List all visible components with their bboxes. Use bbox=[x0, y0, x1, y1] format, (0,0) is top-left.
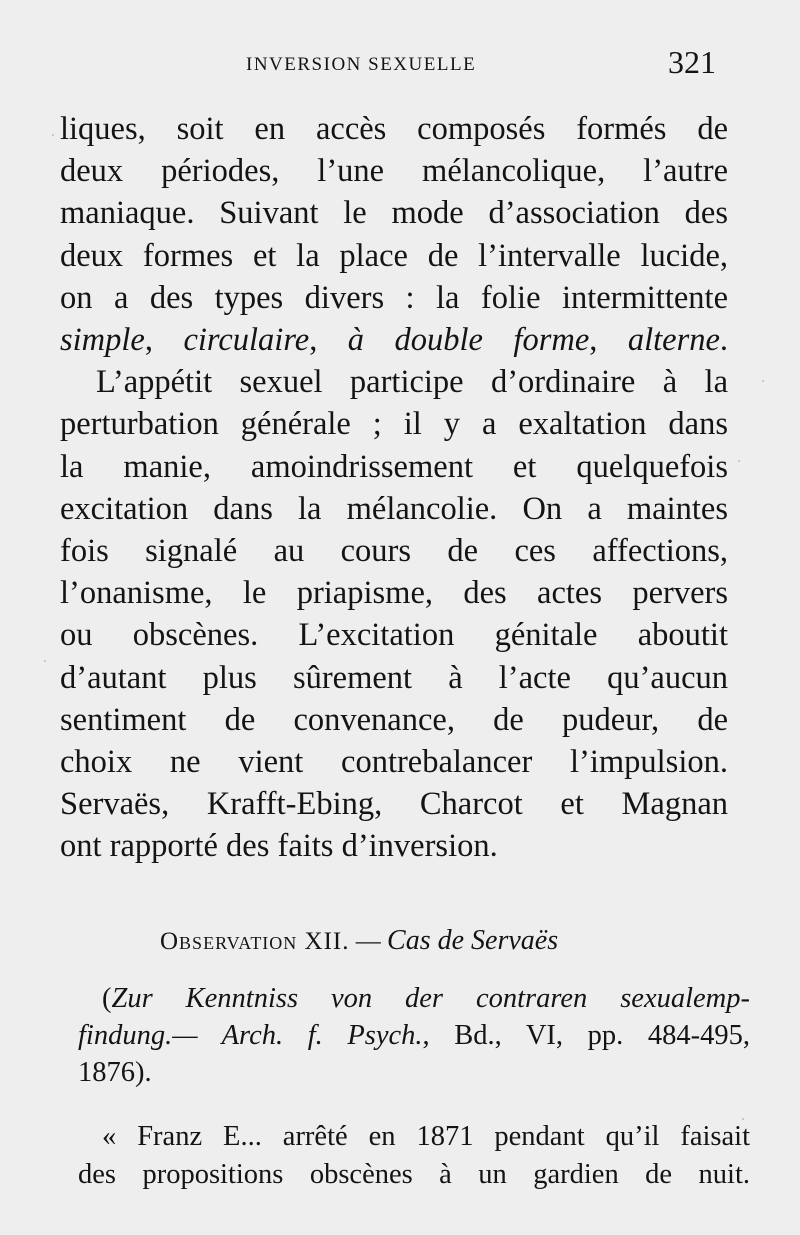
term-double-forme: à double forme bbox=[347, 322, 590, 359]
text-line: liques, soit en accès composés formés de bbox=[60, 111, 728, 147]
observation-quote bbox=[78, 1118, 750, 1194]
term-simple: simple bbox=[60, 322, 145, 359]
text-line: perturbation générale ; il y a exaltation dans bbox=[60, 406, 728, 443]
observation-dash: — bbox=[349, 928, 388, 955]
reference-year: 1876). bbox=[78, 1057, 152, 1088]
paragraph-appetit bbox=[60, 361, 728, 867]
paragraph-continued bbox=[60, 108, 728, 361]
term-alterne: alterne bbox=[627, 322, 720, 359]
paper-speck bbox=[44, 660, 46, 662]
period: . bbox=[719, 322, 729, 359]
running-title: INVERSION SEXUELLE bbox=[246, 54, 477, 75]
quote-line: des propositions obscènes à un gardien de nuit. bbox=[78, 1159, 750, 1190]
observation-heading bbox=[160, 925, 558, 957]
text-line: l’onanisme, le priapisme, des actes pervers bbox=[60, 575, 728, 612]
text-line: excitation dans la mélancolie. On a maintes bbox=[60, 490, 728, 527]
page-number: 321 bbox=[668, 44, 716, 80]
text-line: fois signalé au cours de ces affections, bbox=[60, 533, 728, 570]
text-line: Servaës, Krafft-Ebing, Charcot et Magnan bbox=[60, 786, 728, 823]
paper-speck bbox=[52, 134, 54, 136]
separator: , bbox=[589, 322, 628, 359]
paper-speck bbox=[762, 380, 764, 382]
term-circulaire: circulaire bbox=[183, 322, 310, 359]
reference-line bbox=[78, 1017, 750, 1054]
text-line-italic-types bbox=[60, 319, 728, 361]
separator: , bbox=[144, 322, 184, 359]
text-line: la manie, amoindrissement et quelquefois bbox=[60, 448, 728, 485]
text-line: ou obscènes. L’excitation génitale aboutit bbox=[60, 617, 728, 654]
running-head bbox=[0, 44, 800, 84]
reference-line bbox=[78, 980, 750, 1017]
quote-line: « Franz E... arrêté en 1871 pendant qu’il faisait bbox=[102, 1121, 750, 1152]
open-paren: ( bbox=[102, 983, 112, 1014]
paper-speck bbox=[742, 1118, 744, 1120]
reference-title: Zur Kenntniss von der contraren sexualemp- bbox=[111, 983, 750, 1014]
text-line: deux périodes, l’une mélancolique, l’autre bbox=[60, 153, 728, 190]
text-line: d’autant plus sûrement à l’acte qu’aucun bbox=[60, 659, 728, 696]
observation-label: Observation XII. bbox=[160, 928, 350, 955]
text-line: on a des types divers : la folie intermittente bbox=[60, 279, 728, 316]
text-line: ont rapporté des faits d’inversion. bbox=[60, 828, 498, 865]
text-line: deux formes et la place de l’intervalle lucide, bbox=[60, 237, 728, 274]
text-line: choix ne vient contrebalancer l’impulsion. bbox=[60, 744, 728, 781]
bibliographic-reference bbox=[78, 980, 750, 1091]
paper-speck bbox=[738, 460, 740, 462]
body-text bbox=[60, 108, 728, 868]
reference-title-cont: findung.— Arch. f. Psych. bbox=[78, 1020, 423, 1051]
text-line: L’appétit sexuel participe d’ordinaire à la bbox=[96, 364, 728, 401]
text-line: maniaque. Suivant le mode d’association des bbox=[60, 195, 728, 232]
text-line: sentiment de convenance, de pudeur, de bbox=[60, 701, 728, 738]
separator: , bbox=[309, 322, 348, 359]
observation-title: Cas de Servaës bbox=[387, 925, 559, 956]
reference-details: , Bd., VI, pp. 484-495, bbox=[422, 1020, 750, 1051]
